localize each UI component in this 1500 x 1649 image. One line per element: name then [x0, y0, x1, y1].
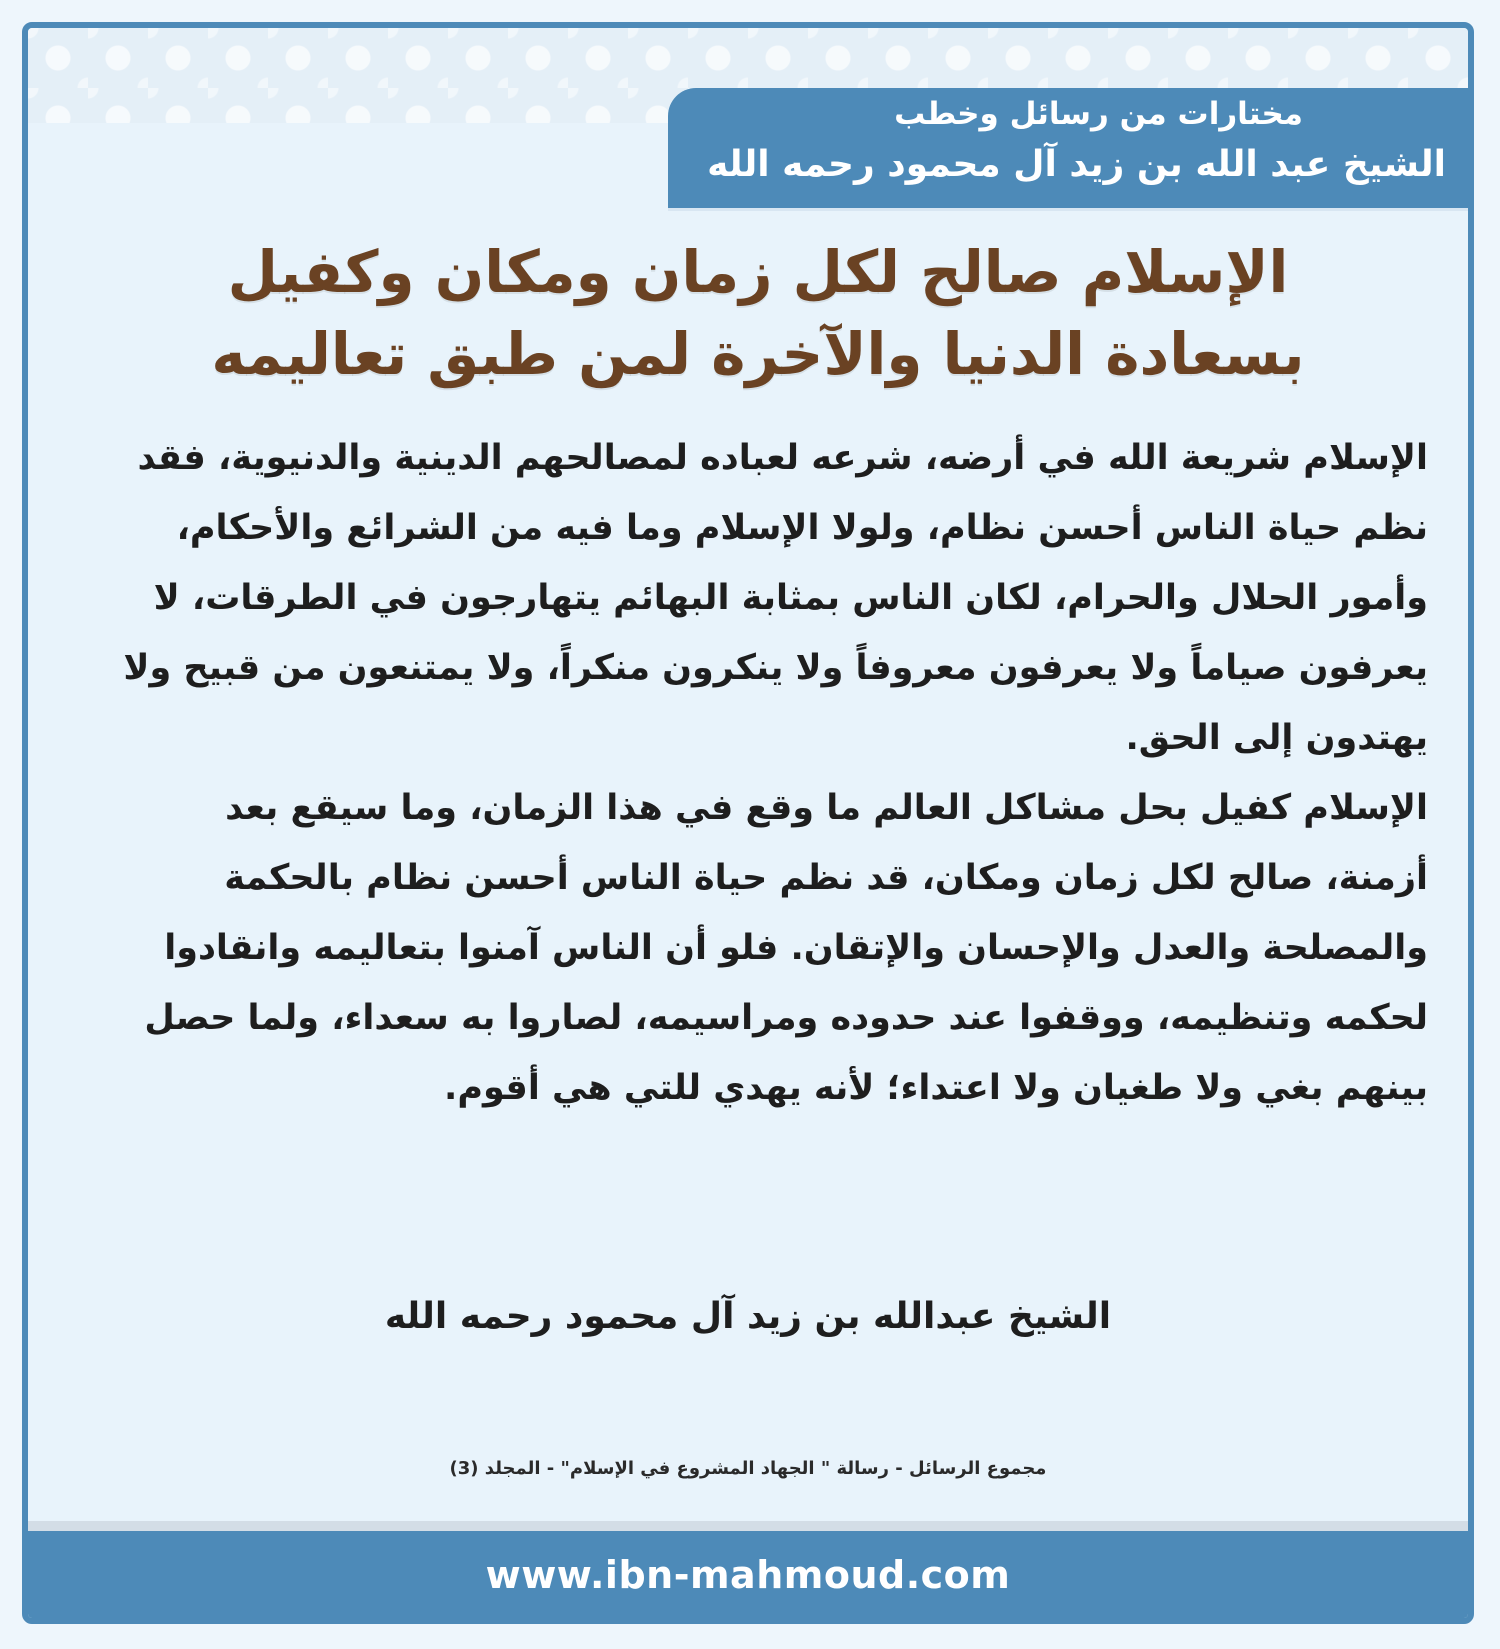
body-paragraph-1: الإسلام شريعة الله في أرضه، شرعه لعباده لمصالحهم الدينية والدنيوية، فقد نظم حياة الناس أحسن نظام، ولولا الإسلام وما فيه من الشرائع والأحكام، وأمور الحلال والحرام، لكان الناس بمثابة البهائم يتهارجون في الطرقات، لا يعرفون صياماً ولا يعرفون معروفاً ولا ينكرون منكراً، ولا يمتنعون من قبيح ولا يهتدون إلى الحق.: [123, 438, 1428, 758]
header-series-title: مختارات من رسائل وخطب: [894, 96, 1303, 132]
website-url: www.ibn-mahmoud.com: [485, 1553, 1011, 1597]
footer-divider: [28, 1521, 1468, 1531]
footer-bar: [28, 1531, 1468, 1624]
header-author-name: الشيخ عبد الله بن زيد آل محمود رحمه الله: [707, 144, 1446, 185]
header-banner: [668, 88, 1468, 208]
body-text: [118, 423, 1428, 1123]
main-title-line1: الإسلام صالح لكل زمان ومكان وكفيل: [227, 238, 1289, 306]
card-frame: [22, 22, 1474, 1624]
source-citation: مجموع الرسائل - رسالة " الجهاد المشروع في الإسلام" - المجلد (3): [449, 1458, 1047, 1479]
author-signature: الشيخ عبدالله بن زيد آل محمود رحمه الله: [384, 1296, 1112, 1337]
main-title-line2: بسعادة الدنيا والآخرة لمن طبق تعاليمه: [211, 320, 1305, 388]
body-paragraph-2: الإسلام كفيل بحل مشاكل العالم ما وقع في هذا الزمان، وما سيقع بعد أزمنة، صالح لكل زمان ومكان، قد نظم حياة الناس أحسن نظام بالحكمة والمصلحة والعدل والإحسان والإتقان. فلو أن الناس آمنوا بتعاليمه وانقادوا لحكمه وتنظيمه، ووقفوا عند حدوده ومراسيمه، لصاروا به سعداء، ولما حصل بينهم بغي ولا طغيان ولا اعتداء؛ لأنه يهدي للتي هي أقوم.: [144, 788, 1428, 1108]
